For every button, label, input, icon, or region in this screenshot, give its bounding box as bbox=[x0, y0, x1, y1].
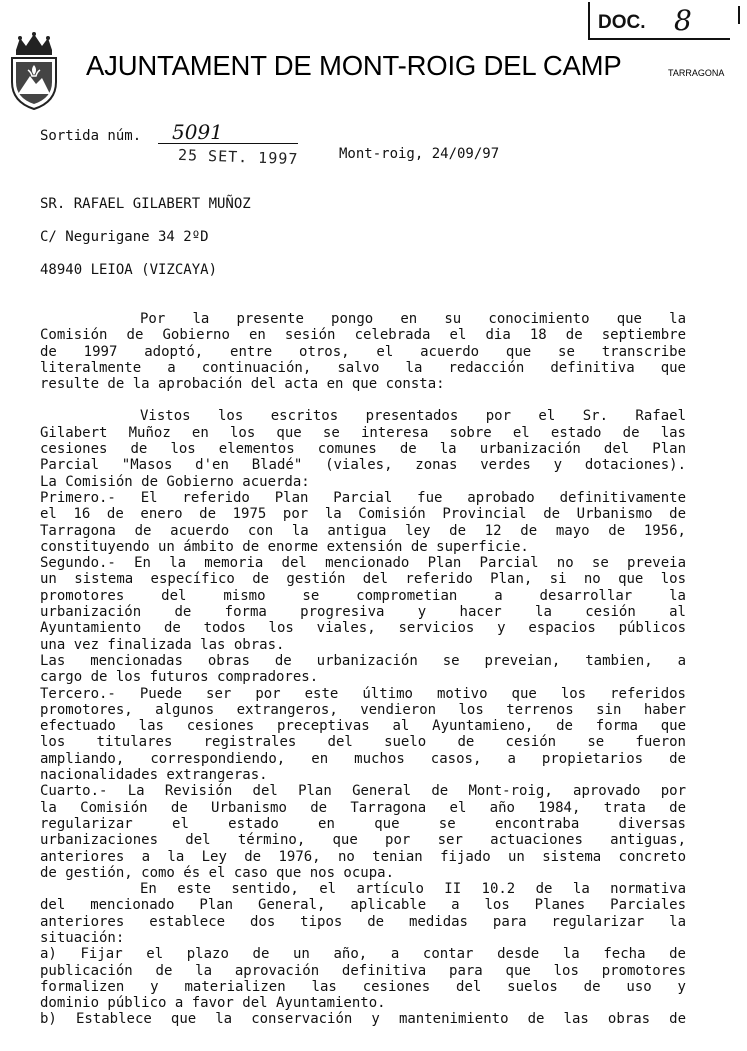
organization-region: TARRAGONA bbox=[668, 68, 725, 78]
text-line: Primero.- El referido Plan Parcial fue aprobado definitivamente bbox=[40, 489, 686, 506]
text-line: Cuarto.- La Revisión del Plan General de Mont-roig, aprovado por bbox=[40, 783, 686, 800]
paragraph-vistos bbox=[40, 408, 686, 473]
text-line: Tarragona de acuerdo con la antigua ley de 12 de mayo de 1956, bbox=[40, 522, 686, 539]
text-line: una vez finalizada las obras. bbox=[40, 636, 285, 653]
text-line: nacionalidades extrangeras. bbox=[40, 767, 268, 784]
text-line: Las mencionadas obras de urbanización se preveian, tambien, a bbox=[40, 652, 686, 669]
paragraph-mencionadas bbox=[40, 653, 686, 686]
paragraph-cuarto bbox=[40, 783, 686, 881]
text-line: cargo de los futuros compradores. bbox=[40, 669, 319, 686]
text-line: literalmente a continuación, salvo la redacción definitiva que bbox=[40, 359, 686, 376]
text-line: Vistos los escritos presentados por el Sr. Rafael bbox=[140, 408, 686, 425]
text-line: promotores del mismo se comprometian a desarrollar la bbox=[40, 587, 686, 604]
text-line: Comisión de Gobierno en sesión celebrada el dia 18 de septiembre bbox=[40, 327, 686, 344]
text-line: Segundo.- En la memoria del mencionado Plan Parcial no se preveia bbox=[40, 555, 686, 572]
list-item-b bbox=[40, 1011, 686, 1027]
paragraph-tercero bbox=[40, 686, 686, 784]
stamp-date: 25 SET. 1997 bbox=[177, 145, 299, 169]
text-line: Gilabert Muñoz en los que se interesa sobre el estado de las bbox=[40, 424, 686, 441]
text-line: dominio público a favor del Ayuntamiento. bbox=[40, 995, 386, 1012]
letter-body bbox=[40, 311, 686, 1028]
list-item-a bbox=[40, 946, 686, 1011]
text-line: En este sentido, el artículo II 10.2 de la normativa bbox=[140, 881, 686, 898]
text-line: el 16 de enero de 1975 por la Comisión Provincial de Urbanismo de bbox=[40, 506, 686, 523]
recipient-name: SR. RAFAEL GILABERT MUÑOZ bbox=[40, 196, 251, 212]
text-line: un sistema específico de gestión del referido Plan, si no que los bbox=[40, 571, 686, 588]
text-line: Ayuntamiento de todos los viales, servicios y espacios públicos bbox=[40, 620, 686, 637]
municipal-crest-icon bbox=[8, 32, 60, 110]
text-line: regularizar el estado en que se encontraba diversas bbox=[40, 815, 686, 832]
paragraph-sentido bbox=[40, 881, 686, 946]
text-line: La Comisión de Gobierno acuerda: bbox=[40, 473, 310, 490]
text-line: promotores, algunos extrangeros, vendieron los terrenos sin haber bbox=[40, 701, 686, 718]
text-line: publicación de la aprovación definitiva para que los promotores bbox=[40, 962, 686, 979]
text-line: cesiones de los elementos comunes de la urbanización del Plan bbox=[40, 441, 686, 458]
exit-number-label: Sortida núm. bbox=[40, 128, 142, 144]
exit-number: 5091 bbox=[172, 120, 223, 144]
doc-label: DOC. bbox=[598, 12, 646, 33]
text-line: Por la presente pongo en su conocimiento que la bbox=[140, 311, 686, 327]
paragraph-intro bbox=[40, 311, 686, 392]
text-line: del mencionado Plan General, aplicable a los Planes Parciales bbox=[40, 897, 686, 914]
text-line: urbanizaciones del término, que por ser actuaciones antiguas, bbox=[40, 832, 686, 849]
text-line: anteriores establece dos tipos de medidas para regularizar la bbox=[40, 913, 686, 930]
place-date: Mont-roig, 24/09/97 bbox=[339, 146, 500, 162]
text-line: Tercero.- Puede ser por este último motivo que los referidos bbox=[40, 685, 686, 702]
text-line: Parcial "Masos d'en Bladé" (viales, zonas verdes y dotaciones). bbox=[40, 457, 686, 474]
text-line: urbanización de forma progresiva y hacer la cesión al bbox=[40, 604, 686, 621]
text-line: la Comisión de Urbanismo de Tarragona el año 1984, trata de bbox=[40, 799, 686, 816]
paragraph-primero bbox=[40, 490, 686, 555]
text-line: constituyendo un ámbito de enorme extensión de superficie. bbox=[40, 538, 529, 555]
text-line: anteriores a la Ley de 1976, no tenian fijado un sistema concreto bbox=[40, 848, 686, 865]
text-line: situación: bbox=[40, 929, 125, 946]
document-number-box bbox=[588, 2, 730, 40]
paragraph-segundo bbox=[40, 555, 686, 653]
organization-name: AJUNTAMENT DE MONT-ROIG DEL CAMP bbox=[86, 50, 622, 81]
recipient-city: 48940 LEIOA (VIZCAYA) bbox=[40, 262, 218, 278]
text-line: formalizen y materializen las cesiones del suelos de uso y bbox=[40, 978, 686, 995]
text-line: de 1997 adoptó, entre otros, el acuerdo que se transcribe bbox=[40, 343, 686, 360]
margin-mark bbox=[738, 6, 740, 24]
text-line: b) Establece que la conservación y mantenimiento de las obras de bbox=[40, 1011, 686, 1028]
recipient-street: C/ Negurigane 34 2ºD bbox=[40, 229, 209, 245]
text-line: resulte de la aprobación del acta en que consta: bbox=[40, 376, 445, 393]
doc-number: 8 bbox=[674, 4, 692, 37]
text-line: los titulares registrales del suelo de cesión se fueron bbox=[40, 734, 686, 751]
text-line: ampliando, correspondiendo, en muchos casos, a propietarios de bbox=[40, 750, 686, 767]
text-line: efectuado las cesiones preceptivas al Ayuntamieno, de forma que bbox=[40, 718, 686, 735]
text-line: de gestión, como és el caso que nos ocupa. bbox=[40, 864, 395, 881]
text-line: a) Fijar el plazo de un año, a contar desde la fecha de bbox=[40, 946, 686, 963]
